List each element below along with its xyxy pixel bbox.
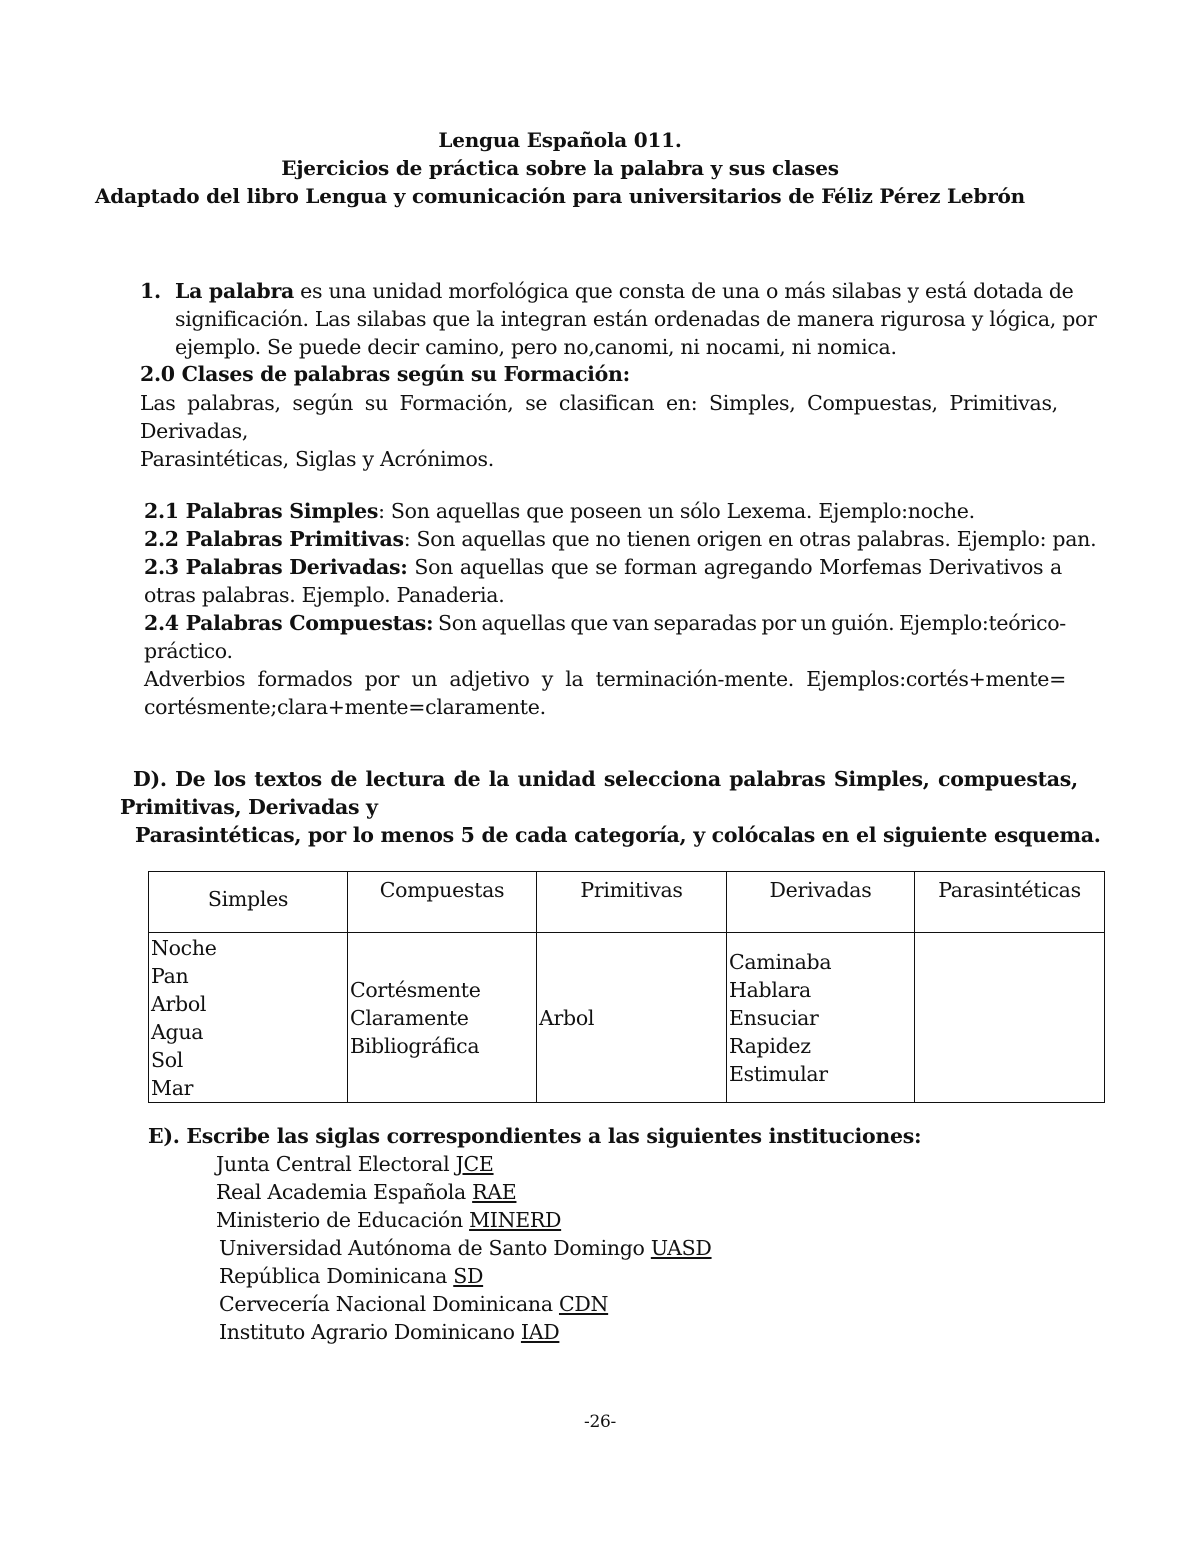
definition-derivadas-line2: otras palabras. Ejemplo. Panaderia.: [144, 583, 505, 607]
definition-primitivas: 2.2 Palabras Primitivas: Son aquellas que no tienen origen en otras palabras. Ejemplo: pan.: [144, 527, 1097, 551]
list-item: Sol: [151, 1048, 184, 1072]
header-title: Lengua Española 011.: [438, 128, 682, 152]
cell-primitivas: [537, 933, 727, 1103]
section2-intro-line2: Derivadas,: [140, 419, 249, 443]
exercise-d-line3: Parasintéticas, por lo menos 5 de cada categoría, y colócalas en el siguiente esquema.: [135, 823, 1101, 847]
page-number: -26-: [584, 1412, 616, 1432]
table-header-row: [149, 872, 1105, 933]
list-item: Hablara: [729, 977, 811, 1002]
cell-simples: [149, 933, 348, 1103]
list-item: Rapidez: [729, 1033, 811, 1058]
cell-compuestas: [348, 933, 537, 1103]
table-header-primitivas: Primitivas: [537, 872, 727, 933]
definition-compuestas-line1: 2.4 Palabras Compuestas: Son aquellas que van separadas por un guión. Ejemplo:teórico-: [144, 611, 1066, 635]
list-item: Bibliográfica: [350, 1033, 480, 1058]
item1-number: 1.: [140, 279, 161, 303]
list-item: Mar: [151, 1076, 194, 1100]
cell-derivadas: [727, 933, 915, 1103]
exercise-d-line1: D). De los textos de lectura de la unidad selecciona palabras Simples, compuestas,: [133, 767, 1078, 791]
item1-line1: La palabra es una unidad morfológica que consta de una o más silabas y está dotada de: [175, 279, 1074, 303]
list-item: Caminaba: [729, 949, 832, 974]
list-item: Noche: [151, 936, 217, 960]
item1-line2: significación. Las silabas que la integran están ordenadas de manera rigurosa y lógica, por: [175, 307, 1097, 331]
item1-term: La palabra: [175, 279, 294, 303]
header-subtitle: Ejercicios de práctica sobre la palabra y sus clases: [281, 156, 839, 180]
table-row: [149, 933, 1105, 1103]
classification-table: [148, 871, 1105, 1103]
list-item: Agua: [151, 1020, 204, 1044]
section2-intro-line1: Las palabras, según su Formación, se clasifican en: Simples, Compuestas, Primitivas,: [140, 391, 1058, 415]
list-item: Pan: [151, 964, 189, 988]
section2-heading: 2.0 Clases de palabras según su Formación:: [140, 362, 630, 386]
table-header-parasinteticas: Parasintéticas: [915, 872, 1105, 933]
list-item: Real Academia Española RAE: [216, 1180, 517, 1204]
list-item: República Dominicana SD: [219, 1264, 484, 1288]
cell-parasinteticas: [915, 933, 1105, 1103]
list-item: Ministerio de Educación MINERD: [216, 1208, 562, 1232]
list-item: Cervecería Nacional Dominicana CDN: [219, 1292, 609, 1316]
definition-compuestas-line2: práctico.: [144, 639, 233, 663]
table-header-derivadas: Derivadas: [727, 872, 915, 933]
header-source: Adaptado del libro Lengua y comunicación para universitarios de Féliz Pérez Lebrón: [94, 184, 1026, 208]
exercise-e-heading: E). Escribe las siglas correspondientes a las siguientes instituciones:: [148, 1124, 922, 1148]
list-item: Ensuciar: [729, 1005, 819, 1030]
section2-intro-line3: Parasintéticas, Siglas y Acrónimos.: [140, 447, 494, 471]
definition-simples: 2.1 Palabras Simples: Son aquellas que poseen un sólo Lexema. Ejemplo:noche.: [144, 499, 975, 523]
list-item: Universidad Autónoma de Santo Domingo UASD: [219, 1236, 712, 1260]
list-item: Estimular: [729, 1061, 828, 1086]
list-item: Claramente: [350, 1005, 469, 1030]
list-item: Arbol: [539, 1005, 595, 1030]
item1-line3: ejemplo. Se puede decir camino, pero no,canomi, ni nocami, ni nomica.: [175, 335, 897, 359]
adverbios-line2: cortésmente;clara+mente=claramente.: [144, 695, 546, 719]
list-item: Arbol: [151, 992, 207, 1016]
list-item: Cortésmente: [350, 977, 481, 1002]
list-item: Junta Central Electoral JCE: [216, 1152, 494, 1176]
table-header-compuestas: Compuestas: [348, 872, 537, 933]
adverbios-line1: Adverbios formados por un adjetivo y la terminación-mente. Ejemplos:cortés+mente=: [144, 667, 1066, 691]
list-item: Instituto Agrario Dominicano IAD: [219, 1320, 560, 1344]
exercise-d-line2: Primitivas, Derivadas y: [120, 795, 378, 819]
table-header-simples: Simples: [149, 872, 348, 933]
definition-derivadas-line1: 2.3 Palabras Derivadas: Son aquellas que se forman agregando Morfemas Derivativos a: [144, 555, 1062, 579]
